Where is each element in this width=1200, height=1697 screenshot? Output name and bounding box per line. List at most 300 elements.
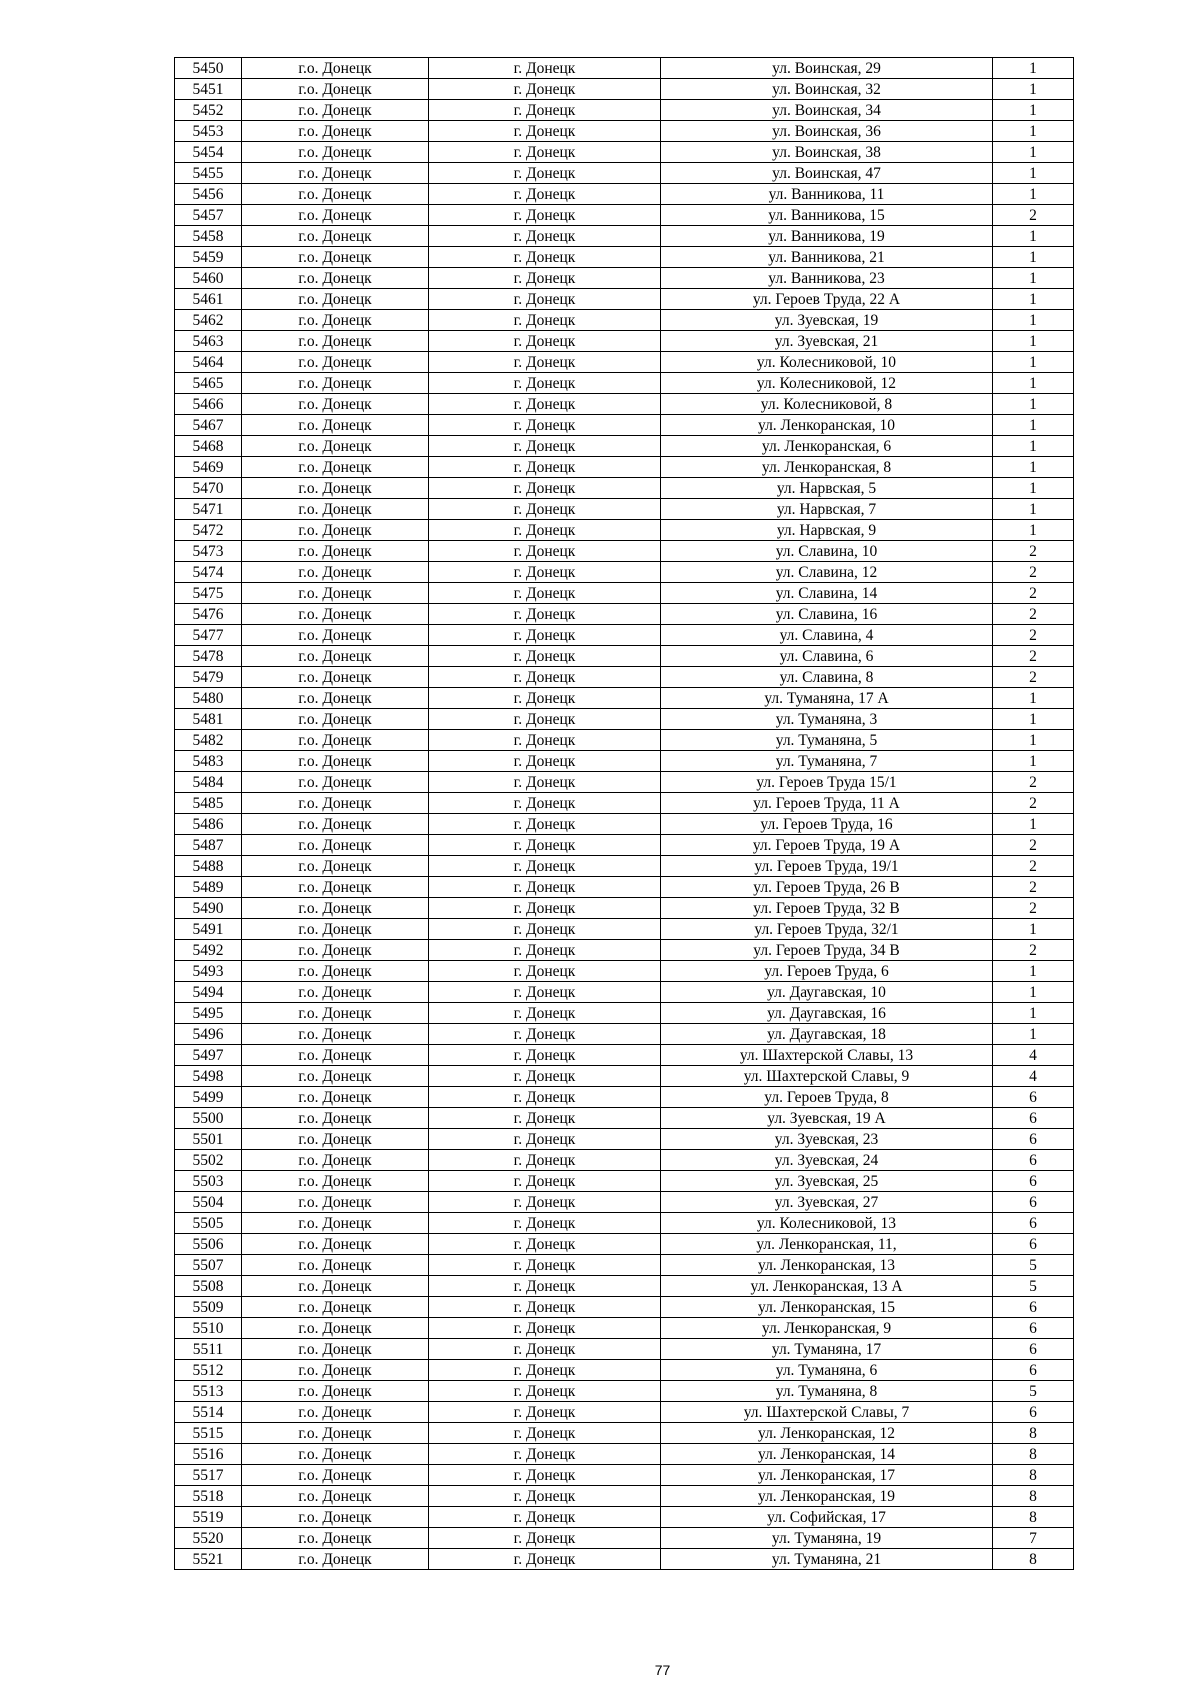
district-cell: г.о. Донецк xyxy=(242,814,429,835)
city-cell: г. Донецк xyxy=(429,310,661,331)
table-row xyxy=(175,982,1074,1003)
row-number-cell: 5456 xyxy=(175,184,242,205)
address-cell: ул. Славина, 14 xyxy=(661,583,993,604)
count-cell: 1 xyxy=(993,100,1074,121)
address-cell: ул. Зуевская, 21 xyxy=(661,331,993,352)
table-row xyxy=(175,1486,1074,1507)
city-cell: г. Донецк xyxy=(429,184,661,205)
city-cell: г. Донецк xyxy=(429,58,661,79)
table-row xyxy=(175,688,1074,709)
count-cell: 1 xyxy=(993,814,1074,835)
district-cell: г.о. Донецк xyxy=(242,1192,429,1213)
table-row xyxy=(175,1297,1074,1318)
count-cell: 1 xyxy=(993,919,1074,940)
row-number-cell: 5495 xyxy=(175,1003,242,1024)
table-row xyxy=(175,289,1074,310)
count-cell: 6 xyxy=(993,1108,1074,1129)
address-cell: ул. Ленкоранская, 13 xyxy=(661,1255,993,1276)
count-cell: 2 xyxy=(993,772,1074,793)
row-number-cell: 5458 xyxy=(175,226,242,247)
district-cell: г.о. Донецк xyxy=(242,1255,429,1276)
count-cell: 1 xyxy=(993,499,1074,520)
city-cell: г. Донецк xyxy=(429,1318,661,1339)
city-cell: г. Донецк xyxy=(429,352,661,373)
city-cell: г. Донецк xyxy=(429,247,661,268)
table-row xyxy=(175,1276,1074,1297)
city-cell: г. Донецк xyxy=(429,1066,661,1087)
district-cell: г.о. Донецк xyxy=(242,625,429,646)
city-cell: г. Донецк xyxy=(429,1528,661,1549)
city-cell: г. Донецк xyxy=(429,436,661,457)
count-cell: 6 xyxy=(993,1402,1074,1423)
address-cell: ул. Ленкоранская, 12 xyxy=(661,1423,993,1444)
count-cell: 2 xyxy=(993,562,1074,583)
count-cell: 7 xyxy=(993,1528,1074,1549)
table-row xyxy=(175,1234,1074,1255)
address-cell: ул. Колесниковой, 10 xyxy=(661,352,993,373)
row-number-cell: 5504 xyxy=(175,1192,242,1213)
row-number-cell: 5491 xyxy=(175,919,242,940)
count-cell: 2 xyxy=(993,583,1074,604)
city-cell: г. Донецк xyxy=(429,646,661,667)
table-row xyxy=(175,604,1074,625)
address-cell: ул. Воинская, 32 xyxy=(661,79,993,100)
table-row xyxy=(175,877,1074,898)
row-number-cell: 5451 xyxy=(175,79,242,100)
table-row xyxy=(175,331,1074,352)
city-cell: г. Донецк xyxy=(429,1255,661,1276)
district-cell: г.о. Донецк xyxy=(242,1066,429,1087)
district-cell: г.о. Донецк xyxy=(242,142,429,163)
address-cell: ул. Шахтерской Славы, 13 xyxy=(661,1045,993,1066)
table-row xyxy=(175,457,1074,478)
count-cell: 6 xyxy=(993,1213,1074,1234)
district-cell: г.о. Донецк xyxy=(242,1444,429,1465)
count-cell: 6 xyxy=(993,1297,1074,1318)
table-row xyxy=(175,268,1074,289)
table-row xyxy=(175,1507,1074,1528)
row-number-cell: 5500 xyxy=(175,1108,242,1129)
district-cell: г.о. Донецк xyxy=(242,1003,429,1024)
address-cell: ул. Воинская, 38 xyxy=(661,142,993,163)
table-row xyxy=(175,394,1074,415)
row-number-cell: 5479 xyxy=(175,667,242,688)
address-cell: ул. Героев Труда, 34 В xyxy=(661,940,993,961)
city-cell: г. Донецк xyxy=(429,289,661,310)
count-cell: 8 xyxy=(993,1486,1074,1507)
city-cell: г. Донецк xyxy=(429,709,661,730)
city-cell: г. Донецк xyxy=(429,1507,661,1528)
city-cell: г. Донецк xyxy=(429,835,661,856)
district-cell: г.о. Донецк xyxy=(242,100,429,121)
row-number-cell: 5492 xyxy=(175,940,242,961)
district-cell: г.о. Донецк xyxy=(242,184,429,205)
city-cell: г. Донецк xyxy=(429,1444,661,1465)
table-row xyxy=(175,1255,1074,1276)
table-row xyxy=(175,625,1074,646)
address-cell: ул. Ленкоранская, 11, xyxy=(661,1234,993,1255)
row-number-cell: 5506 xyxy=(175,1234,242,1255)
count-cell: 1 xyxy=(993,688,1074,709)
row-number-cell: 5488 xyxy=(175,856,242,877)
district-cell: г.о. Донецк xyxy=(242,1486,429,1507)
count-cell: 1 xyxy=(993,352,1074,373)
address-cell: ул. Шахтерской Славы, 7 xyxy=(661,1402,993,1423)
count-cell: 1 xyxy=(993,268,1074,289)
address-cell: ул. Туманяна, 19 xyxy=(661,1528,993,1549)
table-row xyxy=(175,919,1074,940)
row-number-cell: 5468 xyxy=(175,436,242,457)
address-cell: ул. Ленкоранская, 10 xyxy=(661,415,993,436)
city-cell: г. Донецк xyxy=(429,1276,661,1297)
address-cell: ул. Даугавская, 16 xyxy=(661,1003,993,1024)
table-row xyxy=(175,856,1074,877)
address-cell: ул. Воинская, 36 xyxy=(661,121,993,142)
row-number-cell: 5521 xyxy=(175,1549,242,1570)
address-cell: ул. Воинская, 29 xyxy=(661,58,993,79)
address-cell: ул. Ленкоранская, 13 А xyxy=(661,1276,993,1297)
table-row xyxy=(175,898,1074,919)
city-cell: г. Донецк xyxy=(429,499,661,520)
address-cell: ул. Ванникова, 15 xyxy=(661,205,993,226)
count-cell: 1 xyxy=(993,436,1074,457)
address-cell: ул. Шахтерской Славы, 9 xyxy=(661,1066,993,1087)
address-cell: ул. Зуевская, 19 xyxy=(661,310,993,331)
address-cell: ул. Героев Труда, 11 А xyxy=(661,793,993,814)
district-cell: г.о. Донецк xyxy=(242,709,429,730)
city-cell: г. Донецк xyxy=(429,100,661,121)
table-row xyxy=(175,1423,1074,1444)
district-cell: г.о. Донецк xyxy=(242,604,429,625)
count-cell: 1 xyxy=(993,478,1074,499)
district-cell: г.о. Донецк xyxy=(242,373,429,394)
count-cell: 1 xyxy=(993,457,1074,478)
count-cell: 5 xyxy=(993,1381,1074,1402)
row-number-cell: 5518 xyxy=(175,1486,242,1507)
address-cell: ул. Туманяна, 7 xyxy=(661,751,993,772)
address-cell: ул. Ленкоранская, 6 xyxy=(661,436,993,457)
district-cell: г.о. Донецк xyxy=(242,730,429,751)
address-table-body xyxy=(175,58,1074,1570)
address-cell: ул. Зуевская, 24 xyxy=(661,1150,993,1171)
count-cell: 1 xyxy=(993,331,1074,352)
address-cell: ул. Колесниковой, 8 xyxy=(661,394,993,415)
district-cell: г.о. Донецк xyxy=(242,1108,429,1129)
count-cell: 1 xyxy=(993,247,1074,268)
table-row xyxy=(175,1129,1074,1150)
city-cell: г. Донецк xyxy=(429,331,661,352)
address-cell: ул. Туманяна, 17 xyxy=(661,1339,993,1360)
count-cell: 1 xyxy=(993,79,1074,100)
count-cell: 1 xyxy=(993,310,1074,331)
district-cell: г.о. Донецк xyxy=(242,877,429,898)
address-cell: ул. Героев Труда, 19/1 xyxy=(661,856,993,877)
address-cell: ул. Зуевская, 19 А xyxy=(661,1108,993,1129)
table-row xyxy=(175,499,1074,520)
table-row xyxy=(175,1003,1074,1024)
district-cell: г.о. Донецк xyxy=(242,919,429,940)
city-cell: г. Донецк xyxy=(429,121,661,142)
district-cell: г.о. Донецк xyxy=(242,1549,429,1570)
district-cell: г.о. Донецк xyxy=(242,205,429,226)
city-cell: г. Донецк xyxy=(429,520,661,541)
address-cell: ул. Зуевская, 23 xyxy=(661,1129,993,1150)
city-cell: г. Донецк xyxy=(429,163,661,184)
row-number-cell: 5515 xyxy=(175,1423,242,1444)
city-cell: г. Донецк xyxy=(429,1129,661,1150)
city-cell: г. Донецк xyxy=(429,940,661,961)
city-cell: г. Донецк xyxy=(429,415,661,436)
district-cell: г.о. Донецк xyxy=(242,1045,429,1066)
address-cell: ул. Славина, 12 xyxy=(661,562,993,583)
city-cell: г. Донецк xyxy=(429,961,661,982)
table-row xyxy=(175,1465,1074,1486)
district-cell: г.о. Донецк xyxy=(242,772,429,793)
address-cell: ул. Ванникова, 11 xyxy=(661,184,993,205)
district-cell: г.о. Донецк xyxy=(242,688,429,709)
district-cell: г.о. Донецк xyxy=(242,79,429,100)
table-row xyxy=(175,373,1074,394)
row-number-cell: 5499 xyxy=(175,1087,242,1108)
row-number-cell: 5464 xyxy=(175,352,242,373)
city-cell: г. Донецк xyxy=(429,814,661,835)
address-cell: ул. Туманяна, 8 xyxy=(661,1381,993,1402)
city-cell: г. Донецк xyxy=(429,1108,661,1129)
district-cell: г.о. Донецк xyxy=(242,1276,429,1297)
row-number-cell: 5497 xyxy=(175,1045,242,1066)
table-row xyxy=(175,751,1074,772)
address-cell: ул. Славина, 16 xyxy=(661,604,993,625)
row-number-cell: 5465 xyxy=(175,373,242,394)
count-cell: 1 xyxy=(993,58,1074,79)
address-cell: ул. Туманяна, 6 xyxy=(661,1360,993,1381)
table-row xyxy=(175,100,1074,121)
row-number-cell: 5485 xyxy=(175,793,242,814)
city-cell: г. Донецк xyxy=(429,205,661,226)
row-number-cell: 5494 xyxy=(175,982,242,1003)
count-cell: 6 xyxy=(993,1171,1074,1192)
table-row xyxy=(175,835,1074,856)
district-cell: г.о. Донецк xyxy=(242,310,429,331)
table-row xyxy=(175,478,1074,499)
count-cell: 1 xyxy=(993,142,1074,163)
district-cell: г.о. Донецк xyxy=(242,1087,429,1108)
district-cell: г.о. Донецк xyxy=(242,793,429,814)
district-cell: г.о. Донецк xyxy=(242,1024,429,1045)
row-number-cell: 5503 xyxy=(175,1171,242,1192)
city-cell: г. Донецк xyxy=(429,982,661,1003)
address-cell: ул. Славина, 8 xyxy=(661,667,993,688)
address-cell: ул. Туманяна, 3 xyxy=(661,709,993,730)
row-number-cell: 5509 xyxy=(175,1297,242,1318)
table-row xyxy=(175,1381,1074,1402)
row-number-cell: 5512 xyxy=(175,1360,242,1381)
page-number: 77 xyxy=(654,1662,671,1678)
district-cell: г.о. Донецк xyxy=(242,1171,429,1192)
district-cell: г.о. Донецк xyxy=(242,226,429,247)
table-row xyxy=(175,58,1074,79)
city-cell: г. Донецк xyxy=(429,688,661,709)
count-cell: 6 xyxy=(993,1234,1074,1255)
count-cell: 1 xyxy=(993,1003,1074,1024)
city-cell: г. Донецк xyxy=(429,772,661,793)
city-cell: г. Донецк xyxy=(429,226,661,247)
district-cell: г.о. Донецк xyxy=(242,562,429,583)
table-row xyxy=(175,163,1074,184)
city-cell: г. Донецк xyxy=(429,1486,661,1507)
count-cell: 8 xyxy=(993,1465,1074,1486)
address-cell: ул. Колесниковой, 13 xyxy=(661,1213,993,1234)
table-row xyxy=(175,1528,1074,1549)
address-cell: ул. Софийская, 17 xyxy=(661,1507,993,1528)
row-number-cell: 5477 xyxy=(175,625,242,646)
address-cell: ул. Героев Труда, 16 xyxy=(661,814,993,835)
district-cell: г.о. Донецк xyxy=(242,1528,429,1549)
row-number-cell: 5481 xyxy=(175,709,242,730)
address-cell: ул. Ванникова, 19 xyxy=(661,226,993,247)
address-cell: ул. Ленкоранская, 8 xyxy=(661,457,993,478)
district-cell: г.о. Донецк xyxy=(242,583,429,604)
table-row xyxy=(175,1108,1074,1129)
count-cell: 1 xyxy=(993,184,1074,205)
table-row xyxy=(175,730,1074,751)
row-number-cell: 5462 xyxy=(175,310,242,331)
count-cell: 5 xyxy=(993,1276,1074,1297)
row-number-cell: 5463 xyxy=(175,331,242,352)
row-number-cell: 5472 xyxy=(175,520,242,541)
city-cell: г. Донецк xyxy=(429,919,661,940)
city-cell: г. Донецк xyxy=(429,1297,661,1318)
table-row xyxy=(175,121,1074,142)
count-cell: 2 xyxy=(993,835,1074,856)
row-number-cell: 5486 xyxy=(175,814,242,835)
count-cell: 1 xyxy=(993,982,1074,1003)
row-number-cell: 5453 xyxy=(175,121,242,142)
count-cell: 2 xyxy=(993,898,1074,919)
district-cell: г.о. Донецк xyxy=(242,1234,429,1255)
address-cell: ул. Зуевская, 27 xyxy=(661,1192,993,1213)
address-cell: ул. Славина, 4 xyxy=(661,625,993,646)
address-cell: ул. Воинская, 47 xyxy=(661,163,993,184)
address-table xyxy=(174,57,1074,1570)
city-cell: г. Донецк xyxy=(429,730,661,751)
district-cell: г.о. Донецк xyxy=(242,520,429,541)
district-cell: г.о. Донецк xyxy=(242,982,429,1003)
city-cell: г. Донецк xyxy=(429,562,661,583)
district-cell: г.о. Донецк xyxy=(242,1150,429,1171)
row-number-cell: 5452 xyxy=(175,100,242,121)
city-cell: г. Донецк xyxy=(429,1549,661,1570)
count-cell: 2 xyxy=(993,940,1074,961)
row-number-cell: 5476 xyxy=(175,604,242,625)
count-cell: 1 xyxy=(993,226,1074,247)
district-cell: г.о. Донецк xyxy=(242,1129,429,1150)
city-cell: г. Донецк xyxy=(429,478,661,499)
row-number-cell: 5450 xyxy=(175,58,242,79)
count-cell: 8 xyxy=(993,1423,1074,1444)
count-cell: 1 xyxy=(993,121,1074,142)
row-number-cell: 5470 xyxy=(175,478,242,499)
address-cell: ул. Туманяна, 5 xyxy=(661,730,993,751)
table-row xyxy=(175,1360,1074,1381)
table-row xyxy=(175,352,1074,373)
count-cell: 1 xyxy=(993,709,1074,730)
row-number-cell: 5461 xyxy=(175,289,242,310)
city-cell: г. Донецк xyxy=(429,1087,661,1108)
address-cell: ул. Туманяна, 17 А xyxy=(661,688,993,709)
count-cell: 6 xyxy=(993,1129,1074,1150)
table-row xyxy=(175,1213,1074,1234)
table-row xyxy=(175,1444,1074,1465)
count-cell: 2 xyxy=(993,625,1074,646)
district-cell: г.о. Донецк xyxy=(242,898,429,919)
count-cell: 1 xyxy=(993,961,1074,982)
district-cell: г.о. Донецк xyxy=(242,289,429,310)
count-cell: 4 xyxy=(993,1045,1074,1066)
table-row xyxy=(175,541,1074,562)
table-row xyxy=(175,310,1074,331)
row-number-cell: 5502 xyxy=(175,1150,242,1171)
count-cell: 1 xyxy=(993,415,1074,436)
count-cell: 2 xyxy=(993,205,1074,226)
table-row xyxy=(175,646,1074,667)
district-cell: г.о. Донецк xyxy=(242,268,429,289)
city-cell: г. Донецк xyxy=(429,793,661,814)
row-number-cell: 5475 xyxy=(175,583,242,604)
count-cell: 8 xyxy=(993,1507,1074,1528)
row-number-cell: 5519 xyxy=(175,1507,242,1528)
count-cell: 8 xyxy=(993,1549,1074,1570)
district-cell: г.о. Донецк xyxy=(242,415,429,436)
row-number-cell: 5496 xyxy=(175,1024,242,1045)
city-cell: г. Донецк xyxy=(429,583,661,604)
count-cell: 2 xyxy=(993,646,1074,667)
count-cell: 2 xyxy=(993,856,1074,877)
city-cell: г. Донецк xyxy=(429,898,661,919)
count-cell: 1 xyxy=(993,730,1074,751)
count-cell: 6 xyxy=(993,1150,1074,1171)
count-cell: 1 xyxy=(993,163,1074,184)
count-cell: 6 xyxy=(993,1318,1074,1339)
table-row xyxy=(175,436,1074,457)
city-cell: г. Донецк xyxy=(429,877,661,898)
table-row xyxy=(175,1192,1074,1213)
city-cell: г. Донецк xyxy=(429,1402,661,1423)
table-row xyxy=(175,814,1074,835)
city-cell: г. Донецк xyxy=(429,1150,661,1171)
row-number-cell: 5469 xyxy=(175,457,242,478)
count-cell: 6 xyxy=(993,1339,1074,1360)
row-number-cell: 5501 xyxy=(175,1129,242,1150)
table-row xyxy=(175,667,1074,688)
row-number-cell: 5520 xyxy=(175,1528,242,1549)
table-row xyxy=(175,142,1074,163)
table-row xyxy=(175,205,1074,226)
district-cell: г.о. Донецк xyxy=(242,1423,429,1444)
row-number-cell: 5508 xyxy=(175,1276,242,1297)
city-cell: г. Донецк xyxy=(429,79,661,100)
row-number-cell: 5484 xyxy=(175,772,242,793)
address-cell: ул. Зуевская, 25 xyxy=(661,1171,993,1192)
address-cell: ул. Ленкоранская, 14 xyxy=(661,1444,993,1465)
table-row xyxy=(175,709,1074,730)
city-cell: г. Донецк xyxy=(429,1213,661,1234)
city-cell: г. Донецк xyxy=(429,373,661,394)
city-cell: г. Донецк xyxy=(429,541,661,562)
row-number-cell: 5454 xyxy=(175,142,242,163)
row-number-cell: 5514 xyxy=(175,1402,242,1423)
district-cell: г.о. Донецк xyxy=(242,1297,429,1318)
